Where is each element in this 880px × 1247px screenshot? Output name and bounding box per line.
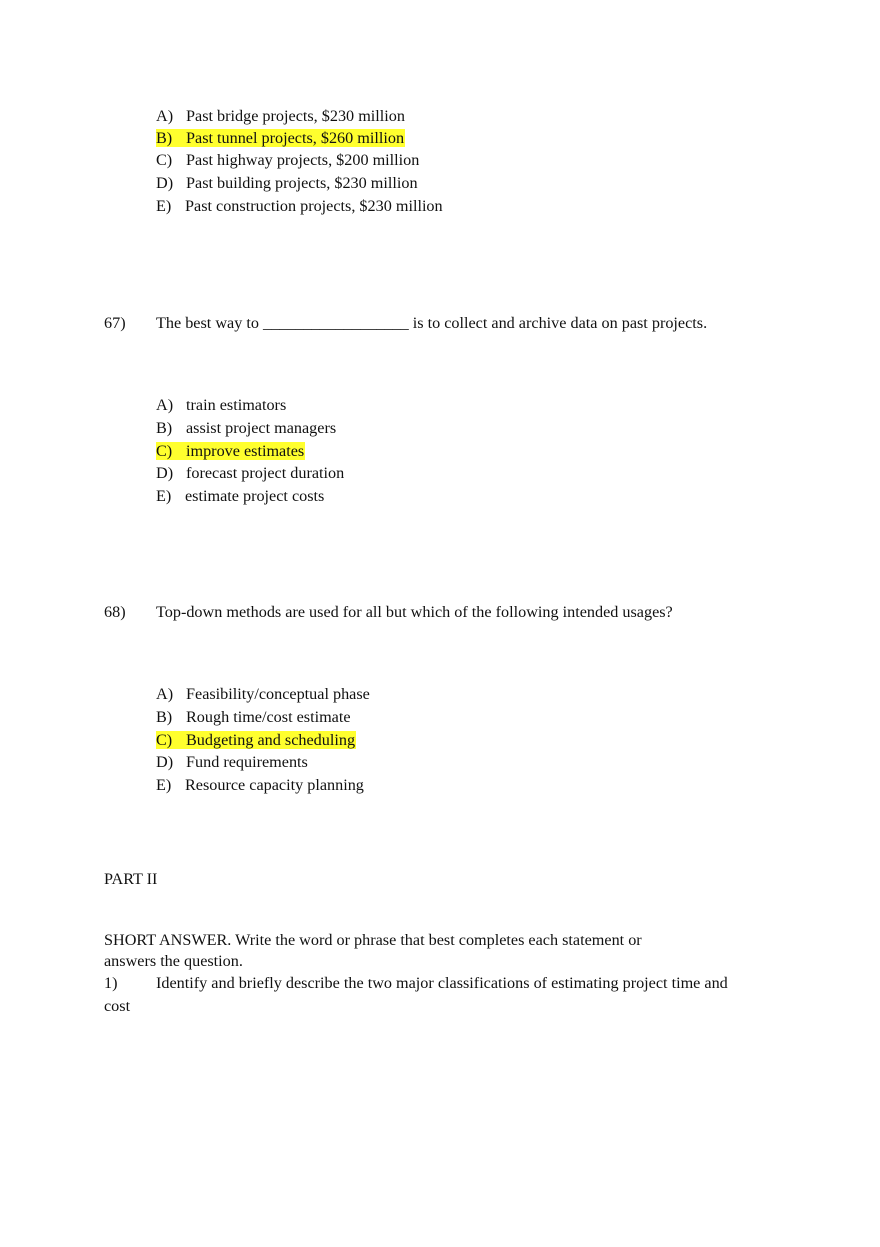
option-text: Resource capacity planning: [185, 776, 364, 794]
part-heading: PART II: [104, 870, 158, 888]
option-e: [156, 196, 443, 216]
option-text: assist project managers: [186, 419, 337, 437]
option-d: [156, 173, 418, 193]
answer-highlight: [156, 731, 356, 749]
option-text: forecast project duration: [186, 464, 345, 482]
option-c: [156, 150, 419, 170]
question-67-stem: [0, 313, 880, 333]
option-e: [156, 775, 364, 795]
question-text: Top-down methods are used for all but which of the following intended usages?: [156, 603, 673, 621]
option-text: Past highway projects, $200 million: [186, 151, 420, 169]
option-letter: C): [156, 442, 173, 460]
question-68-stem: [0, 602, 880, 622]
question-number: 68): [104, 603, 126, 621]
option-text: Budgeting and scheduling: [186, 731, 356, 749]
option-b-highlighted: [156, 128, 405, 148]
option-letter: A): [156, 107, 174, 125]
option-text: Past building projects, $230 million: [186, 174, 418, 192]
question-number: 67): [104, 314, 126, 332]
short-answer-question-1: [0, 973, 880, 993]
option-letter: D): [156, 174, 174, 192]
option-letter: B): [156, 419, 173, 437]
option-a: [156, 395, 286, 415]
option-letter: B): [156, 708, 173, 726]
option-text: Past bridge projects, $230 million: [186, 107, 405, 125]
option-text: Past construction projects, $230 million: [185, 197, 443, 215]
option-text: Past tunnel projects, $260 million: [186, 129, 405, 147]
option-letter: C): [156, 731, 173, 749]
option-letter: C): [156, 151, 173, 169]
question-text-line-1: Identify and briefly describe the two major classifications of estimating project time and: [156, 974, 728, 992]
option-text: improve estimates: [186, 442, 305, 460]
option-letter: A): [156, 396, 174, 414]
option-letter: D): [156, 464, 174, 482]
option-letter: E): [156, 776, 172, 794]
instructions-line-1: SHORT ANSWER. Write the word or phrase that best completes each statement or: [104, 931, 642, 949]
option-a: [156, 684, 370, 704]
option-d: [156, 463, 344, 483]
option-text: Fund requirements: [186, 753, 308, 771]
option-c-highlighted: [156, 730, 356, 750]
option-letter: B): [156, 129, 173, 147]
option-text: estimate project costs: [185, 487, 325, 505]
option-letter: D): [156, 753, 174, 771]
option-c-highlighted: [156, 441, 305, 461]
option-a: [156, 106, 405, 126]
option-b: [156, 418, 336, 438]
question-text-line-2: cost: [104, 997, 131, 1015]
option-d: [156, 752, 308, 772]
option-b: [156, 707, 351, 727]
option-letter: E): [156, 197, 172, 215]
option-e: [156, 486, 324, 506]
answer-highlight: [156, 129, 405, 147]
answer-highlight: [156, 442, 305, 460]
option-letter: A): [156, 685, 174, 703]
option-text: Rough time/cost estimate: [186, 708, 351, 726]
instructions-line-2: answers the question.: [104, 952, 243, 970]
question-text: The best way to __________________ is to collect and archive data on past projects.: [156, 314, 708, 332]
option-text: train estimators: [186, 396, 287, 414]
question-number: 1): [104, 974, 118, 992]
option-text: Feasibility/conceptual phase: [186, 685, 370, 703]
option-letter: E): [156, 487, 172, 505]
